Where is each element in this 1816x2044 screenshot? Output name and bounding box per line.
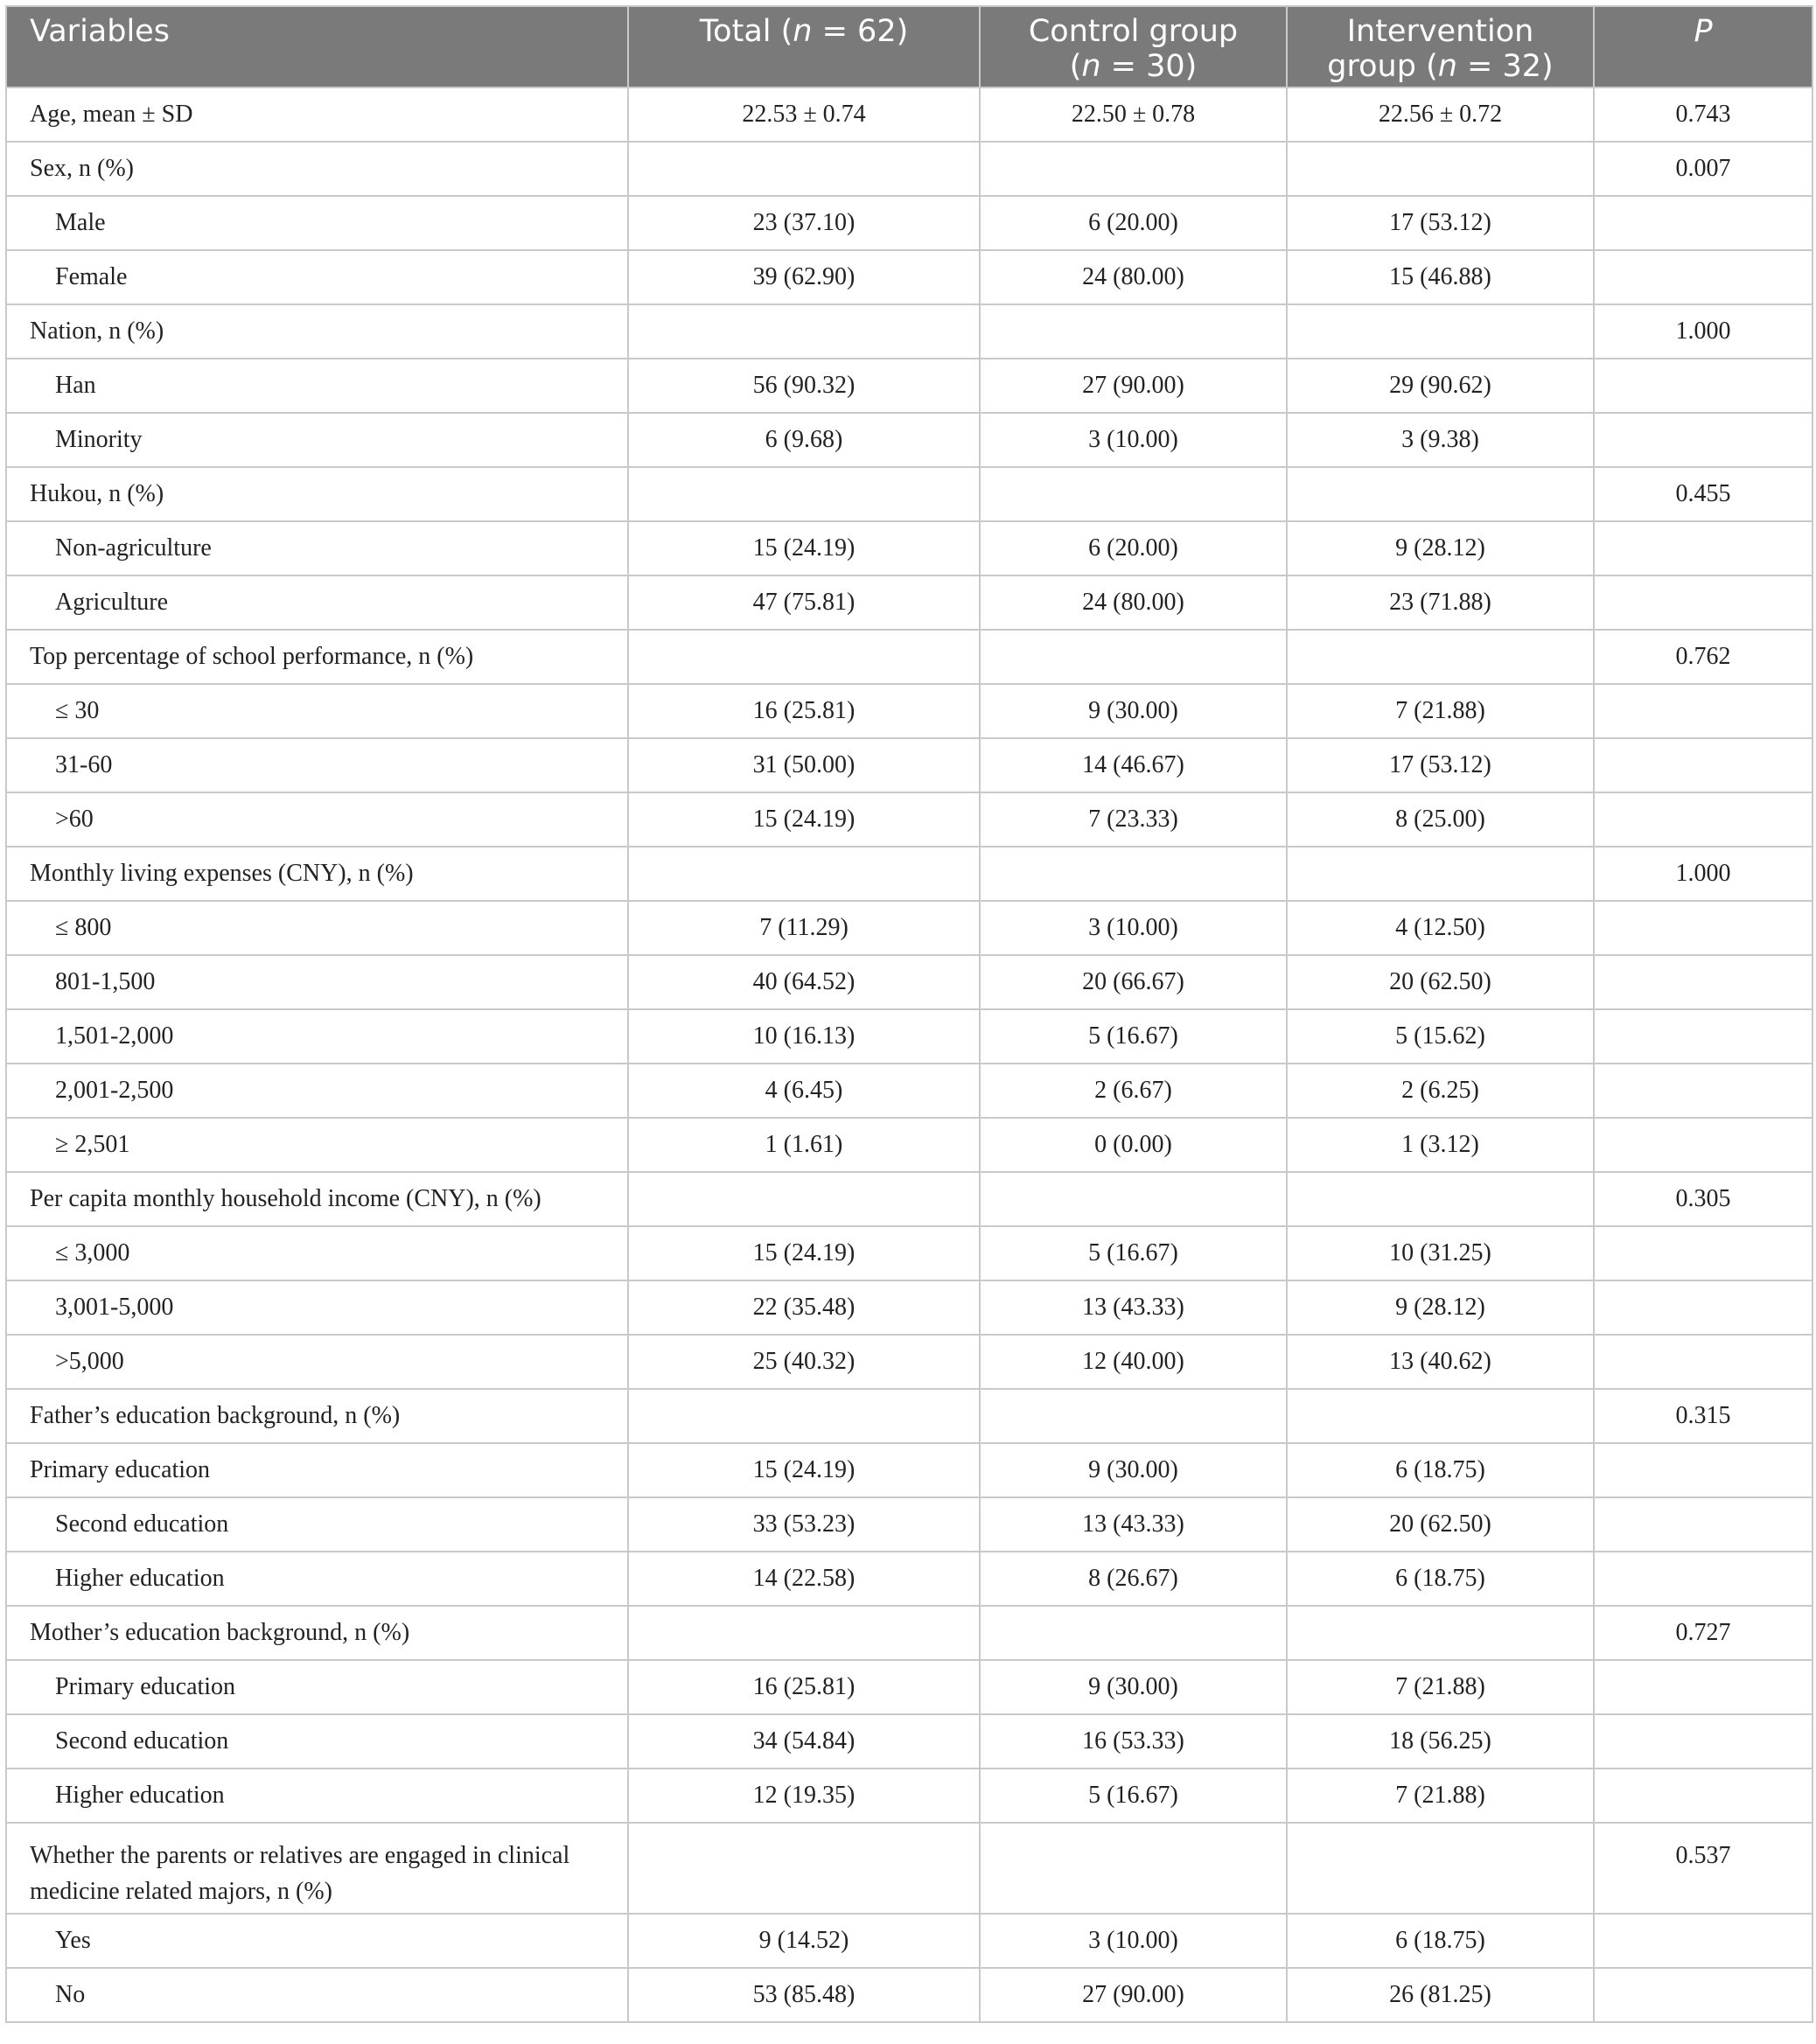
- control-cell: 12 (40.00): [980, 1335, 1287, 1389]
- total-cell: [628, 1389, 980, 1443]
- row-label: Higher education: [6, 1768, 628, 1823]
- total-cell: 16 (25.81): [628, 1660, 980, 1714]
- p-value-cell: [1594, 359, 1813, 413]
- col-header-p: P: [1594, 6, 1813, 87]
- row-label: ≤ 3,000: [6, 1226, 628, 1280]
- total-cell: 47 (75.81): [628, 576, 980, 630]
- p-value-cell: [1594, 521, 1813, 576]
- row-label: Sex, n (%): [6, 142, 628, 196]
- control-cell: 3 (10.00): [980, 901, 1287, 955]
- intervention-cell: [1287, 467, 1594, 521]
- total-cell: 23 (37.10): [628, 196, 980, 250]
- intervention-cell: 9 (28.12): [1287, 1280, 1594, 1335]
- row-label: 2,001-2,500: [6, 1064, 628, 1118]
- table-row: [6, 1280, 1813, 1335]
- col-header-total: Total (n = 62): [628, 6, 980, 87]
- p-value-cell: 0.727: [1594, 1606, 1813, 1660]
- row-label: Mother’s education background, n (%): [6, 1606, 628, 1660]
- intervention-cell: [1287, 1606, 1594, 1660]
- row-label: 1,501-2,000: [6, 1009, 628, 1064]
- intervention-cell: 7 (21.88): [1287, 684, 1594, 738]
- intervention-cell: [1287, 1823, 1594, 1914]
- total-cell: 6 (9.68): [628, 413, 980, 467]
- total-cell: 15 (24.19): [628, 1443, 980, 1497]
- intervention-cell: 9 (28.12): [1287, 521, 1594, 576]
- p-value-cell: 0.762: [1594, 630, 1813, 684]
- row-label: Second education: [6, 1497, 628, 1552]
- control-cell: 8 (26.67): [980, 1552, 1287, 1606]
- p-value-cell: [1594, 901, 1813, 955]
- total-cell: [628, 1172, 980, 1226]
- table-row: [6, 1443, 1813, 1497]
- control-cell: 5 (16.67): [980, 1009, 1287, 1064]
- total-cell: 31 (50.00): [628, 738, 980, 792]
- p-value-cell: [1594, 250, 1813, 304]
- col-header-control: Control group (n = 30): [980, 6, 1287, 87]
- p-value-cell: [1594, 1914, 1813, 1968]
- control-cell: 3 (10.00): [980, 1914, 1287, 1968]
- table-row: [6, 1009, 1813, 1064]
- p-value-cell: [1594, 576, 1813, 630]
- table-row: [6, 1118, 1813, 1172]
- table-row: [6, 1389, 1813, 1443]
- row-label: Whether the parents or relatives are engaged in clinical medicine related majors, n (%): [6, 1823, 628, 1914]
- row-label: Top percentage of school performance, n (%): [6, 630, 628, 684]
- control-cell: [980, 1823, 1287, 1914]
- row-label: Male: [6, 196, 628, 250]
- total-cell: 22 (35.48): [628, 1280, 980, 1335]
- intervention-cell: [1287, 142, 1594, 196]
- control-cell: 14 (46.67): [980, 738, 1287, 792]
- table-row: [6, 684, 1813, 738]
- total-cell: 39 (62.90): [628, 250, 980, 304]
- control-cell: [980, 847, 1287, 901]
- intervention-cell: [1287, 1389, 1594, 1443]
- total-cell: 16 (25.81): [628, 684, 980, 738]
- control-cell: 3 (10.00): [980, 413, 1287, 467]
- p-value-cell: [1594, 196, 1813, 250]
- table-row: [6, 1226, 1813, 1280]
- table-row: [6, 413, 1813, 467]
- table-row: [6, 87, 1813, 142]
- table-row: [6, 1968, 1813, 2022]
- table-row: [6, 1768, 1813, 1823]
- table-row: [6, 1064, 1813, 1118]
- control-cell: [980, 467, 1287, 521]
- total-cell: 7 (11.29): [628, 901, 980, 955]
- p-value-cell: [1594, 1335, 1813, 1389]
- control-cell: [980, 1172, 1287, 1226]
- row-label: ≤ 30: [6, 684, 628, 738]
- table-row: [6, 1335, 1813, 1389]
- control-cell: 16 (53.33): [980, 1714, 1287, 1768]
- intervention-cell: 10 (31.25): [1287, 1226, 1594, 1280]
- intervention-cell: 4 (12.50): [1287, 901, 1594, 955]
- table-row: [6, 576, 1813, 630]
- p-value-cell: 1.000: [1594, 847, 1813, 901]
- control-cell: 5 (16.67): [980, 1226, 1287, 1280]
- intervention-cell: [1287, 847, 1594, 901]
- p-value-cell: [1594, 1497, 1813, 1552]
- row-label: 31-60: [6, 738, 628, 792]
- row-label: Female: [6, 250, 628, 304]
- total-cell: 14 (22.58): [628, 1552, 980, 1606]
- p-value-cell: [1594, 1226, 1813, 1280]
- p-value-cell: 0.743: [1594, 87, 1813, 142]
- table-row: [6, 955, 1813, 1009]
- total-cell: 22.53 ± 0.74: [628, 87, 980, 142]
- table-row: [6, 304, 1813, 359]
- total-cell: [628, 630, 980, 684]
- intervention-cell: 26 (81.25): [1287, 1968, 1594, 2022]
- table-row: [6, 250, 1813, 304]
- row-label: ≥ 2,501: [6, 1118, 628, 1172]
- control-cell: 6 (20.00): [980, 521, 1287, 576]
- total-cell: [628, 1823, 980, 1914]
- total-cell: 15 (24.19): [628, 792, 980, 847]
- table-row: [6, 792, 1813, 847]
- control-cell: 6 (20.00): [980, 196, 1287, 250]
- p-value-cell: [1594, 1660, 1813, 1714]
- control-cell: [980, 1606, 1287, 1660]
- row-label: No: [6, 1968, 628, 2022]
- table-row: [6, 847, 1813, 901]
- table-row: [6, 901, 1813, 955]
- row-label: Father’s education background, n (%): [6, 1389, 628, 1443]
- p-value-cell: [1594, 738, 1813, 792]
- p-value-cell: 0.305: [1594, 1172, 1813, 1226]
- total-cell: [628, 304, 980, 359]
- table-row: [6, 196, 1813, 250]
- total-cell: 10 (16.13): [628, 1009, 980, 1064]
- table-row: [6, 630, 1813, 684]
- intervention-cell: 29 (90.62): [1287, 359, 1594, 413]
- total-cell: 40 (64.52): [628, 955, 980, 1009]
- intervention-cell: 7 (21.88): [1287, 1768, 1594, 1823]
- control-cell: [980, 304, 1287, 359]
- control-cell: 9 (30.00): [980, 1443, 1287, 1497]
- control-cell: [980, 142, 1287, 196]
- row-label: 801-1,500: [6, 955, 628, 1009]
- row-label: Non-agriculture: [6, 521, 628, 576]
- total-cell: [628, 467, 980, 521]
- control-cell: 7 (23.33): [980, 792, 1287, 847]
- control-cell: 24 (80.00): [980, 576, 1287, 630]
- table-row: [6, 142, 1813, 196]
- header-row: [6, 6, 1813, 87]
- row-label: Second education: [6, 1714, 628, 1768]
- intervention-cell: 20 (62.50): [1287, 955, 1594, 1009]
- control-cell: 9 (30.00): [980, 684, 1287, 738]
- p-value-cell: [1594, 1968, 1813, 2022]
- control-cell: 27 (90.00): [980, 359, 1287, 413]
- row-label: Higher education: [6, 1552, 628, 1606]
- table-row: [6, 1823, 1813, 1914]
- control-cell: 13 (43.33): [980, 1280, 1287, 1335]
- table-row: [6, 1552, 1813, 1606]
- intervention-cell: 23 (71.88): [1287, 576, 1594, 630]
- intervention-cell: 22.56 ± 0.72: [1287, 87, 1594, 142]
- intervention-cell: 17 (53.12): [1287, 738, 1594, 792]
- control-cell: [980, 630, 1287, 684]
- p-value-cell: [1594, 413, 1813, 467]
- intervention-cell: 6 (18.75): [1287, 1443, 1594, 1497]
- control-cell: 9 (30.00): [980, 1660, 1287, 1714]
- row-label: Monthly living expenses (CNY), n (%): [6, 847, 628, 901]
- intervention-cell: 15 (46.88): [1287, 250, 1594, 304]
- total-cell: 4 (6.45): [628, 1064, 980, 1118]
- p-value-cell: [1594, 1009, 1813, 1064]
- table-row: [6, 1914, 1813, 1968]
- table-row: [6, 1714, 1813, 1768]
- p-value-cell: 0.315: [1594, 1389, 1813, 1443]
- table-row: [6, 1660, 1813, 1714]
- control-cell: 22.50 ± 0.78: [980, 87, 1287, 142]
- total-cell: [628, 847, 980, 901]
- p-value-cell: [1594, 955, 1813, 1009]
- control-cell: 24 (80.00): [980, 250, 1287, 304]
- control-cell: 5 (16.67): [980, 1768, 1287, 1823]
- p-value-cell: [1594, 1118, 1813, 1172]
- row-label: Minority: [6, 413, 628, 467]
- intervention-cell: 7 (21.88): [1287, 1660, 1594, 1714]
- total-cell: 53 (85.48): [628, 1968, 980, 2022]
- total-cell: 15 (24.19): [628, 1226, 980, 1280]
- p-value-cell: [1594, 684, 1813, 738]
- table-header: [6, 6, 1813, 87]
- intervention-cell: 20 (62.50): [1287, 1497, 1594, 1552]
- total-cell: 34 (54.84): [628, 1714, 980, 1768]
- p-value-cell: 0.537: [1594, 1823, 1813, 1914]
- intervention-cell: 2 (6.25): [1287, 1064, 1594, 1118]
- intervention-cell: [1287, 630, 1594, 684]
- row-label: Primary education: [6, 1660, 628, 1714]
- total-cell: 25 (40.32): [628, 1335, 980, 1389]
- table-row: [6, 1172, 1813, 1226]
- row-label: Per capita monthly household income (CNY), n (%): [6, 1172, 628, 1226]
- row-label: Hukou, n (%): [6, 467, 628, 521]
- p-value-cell: [1594, 1552, 1813, 1606]
- row-label: ≤ 800: [6, 901, 628, 955]
- intervention-cell: 18 (56.25): [1287, 1714, 1594, 1768]
- table-row: [6, 1606, 1813, 1660]
- intervention-cell: 17 (53.12): [1287, 196, 1594, 250]
- control-cell: 13 (43.33): [980, 1497, 1287, 1552]
- p-value-cell: 1.000: [1594, 304, 1813, 359]
- total-cell: [628, 1606, 980, 1660]
- total-cell: 56 (90.32): [628, 359, 980, 413]
- intervention-cell: [1287, 304, 1594, 359]
- intervention-cell: 6 (18.75): [1287, 1914, 1594, 1968]
- table-row: [6, 521, 1813, 576]
- row-label: Primary education: [6, 1443, 628, 1497]
- col-header-intervention: Intervention group (n = 32): [1287, 6, 1594, 87]
- total-cell: [628, 142, 980, 196]
- control-cell: 20 (66.67): [980, 955, 1287, 1009]
- total-cell: 33 (53.23): [628, 1497, 980, 1552]
- p-value-cell: [1594, 1714, 1813, 1768]
- total-cell: 12 (19.35): [628, 1768, 980, 1823]
- intervention-cell: 13 (40.62): [1287, 1335, 1594, 1389]
- p-value-cell: [1594, 1768, 1813, 1823]
- intervention-cell: [1287, 1172, 1594, 1226]
- row-label: >5,000: [6, 1335, 628, 1389]
- p-value-cell: 0.007: [1594, 142, 1813, 196]
- p-value-cell: 0.455: [1594, 467, 1813, 521]
- intervention-cell: 8 (25.00): [1287, 792, 1594, 847]
- table-row: [6, 467, 1813, 521]
- row-label: Han: [6, 359, 628, 413]
- table-body: [6, 87, 1813, 2022]
- row-label: 3,001-5,000: [6, 1280, 628, 1335]
- intervention-cell: 5 (15.62): [1287, 1009, 1594, 1064]
- control-cell: 0 (0.00): [980, 1118, 1287, 1172]
- baseline-characteristics-table: [5, 5, 1813, 2023]
- table-row: [6, 359, 1813, 413]
- intervention-cell: 6 (18.75): [1287, 1552, 1594, 1606]
- intervention-cell: 3 (9.38): [1287, 413, 1594, 467]
- total-cell: 9 (14.52): [628, 1914, 980, 1968]
- table-row: [6, 738, 1813, 792]
- table-row: [6, 1497, 1813, 1552]
- row-label: >60: [6, 792, 628, 847]
- row-label: Nation, n (%): [6, 304, 628, 359]
- row-label: Agriculture: [6, 576, 628, 630]
- row-label: Age, mean ± SD: [6, 87, 628, 142]
- p-value-cell: [1594, 792, 1813, 847]
- p-value-cell: [1594, 1064, 1813, 1118]
- col-header-variables: Variables: [6, 6, 628, 87]
- p-value-cell: [1594, 1443, 1813, 1497]
- intervention-cell: 1 (3.12): [1287, 1118, 1594, 1172]
- total-cell: 15 (24.19): [628, 521, 980, 576]
- total-cell: 1 (1.61): [628, 1118, 980, 1172]
- control-cell: [980, 1389, 1287, 1443]
- control-cell: 2 (6.67): [980, 1064, 1287, 1118]
- control-cell: 27 (90.00): [980, 1968, 1287, 2022]
- p-value-cell: [1594, 1280, 1813, 1335]
- row-label: Yes: [6, 1914, 628, 1968]
